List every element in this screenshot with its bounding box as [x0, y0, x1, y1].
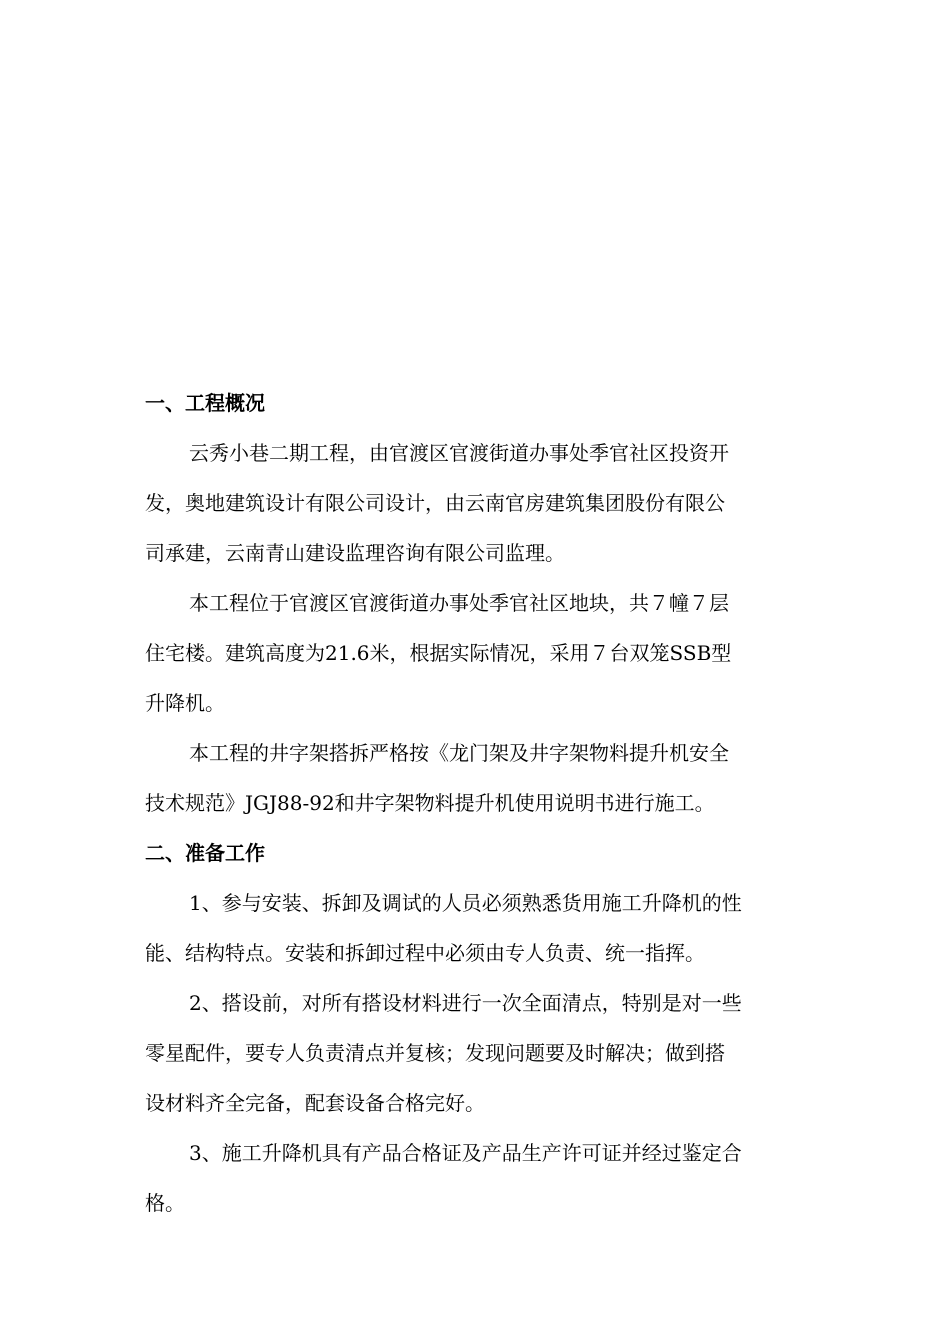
paragraph-line: 技术规范》JGJ88-92和井字架物料提升机使用说明书进行施工。 — [145, 791, 715, 815]
paragraph-prep-item-2 — [145, 978, 805, 1128]
paragraph-line: 发，奥地建筑设计有限公司设计，由云南官房建筑集团股份有限公 — [145, 491, 725, 515]
paragraph-line: 本工程位于官渡区官渡街道办事处季官社区地块，共７幢７层 — [189, 591, 729, 615]
paragraph-line: 设材料齐全完备，配套设备合格完好。 — [145, 1091, 485, 1115]
paragraph-standards — [145, 728, 805, 828]
paragraph-line: 格。 — [145, 1191, 185, 1215]
paragraph-line: 2、搭设前，对所有搭设材料进行一次全面清点，特别是对一些 — [189, 991, 742, 1015]
paragraph-line: 司承建，云南青山建设监理咨询有限公司监理。 — [145, 541, 565, 565]
paragraph-line: 3、施工升降机具有产品合格证及产品生产许可证并经过鉴定合 — [189, 1141, 742, 1165]
paragraph-prep-item-1 — [145, 878, 805, 978]
section-heading-project-overview: 一、工程概况 — [145, 391, 265, 415]
paragraph-line: 零星配件，要专人负责清点并复核；发现问题要及时解决；做到搭 — [145, 1041, 725, 1065]
paragraph-project-intro — [145, 428, 805, 578]
section-heading-preparation: 二、准备工作 — [145, 841, 265, 865]
paragraph-line: 住宅楼。建筑高度为21.6米，根据实际情况，采用７台双笼SSB型 — [145, 641, 732, 665]
document-content — [145, 378, 805, 1228]
paragraph-project-location — [145, 578, 805, 728]
paragraph-line: 本工程的井字架搭拆严格按《龙门架及井字架物料提升机安全 — [189, 741, 729, 765]
paragraph-line: 升降机。 — [145, 691, 225, 715]
paragraph-prep-item-3 — [145, 1128, 805, 1228]
paragraph-line: 云秀小巷二期工程，由官渡区官渡街道办事处季官社区投资开 — [189, 441, 729, 465]
paragraph-line: 能、结构特点。安装和拆卸过程中必须由专人负责、统一指挥。 — [145, 941, 705, 965]
paragraph-line: 1、参与安装、拆卸及调试的人员必须熟悉货用施工升降机的性 — [189, 891, 742, 915]
